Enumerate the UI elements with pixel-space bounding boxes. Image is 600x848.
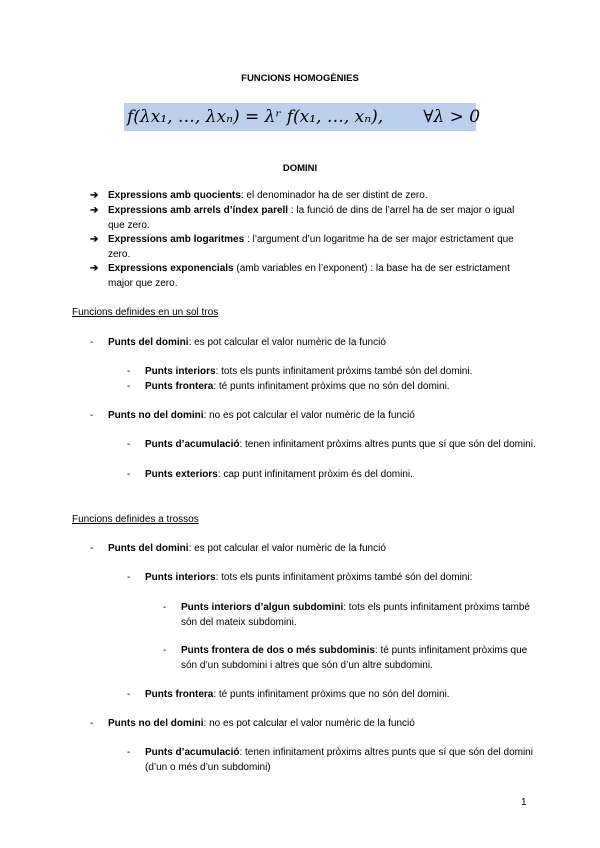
list-item	[127, 571, 545, 586]
dash-bullet: -	[90, 543, 94, 554]
list-item	[127, 380, 545, 395]
item-label: Punts interiors	[145, 572, 216, 583]
item-text: : cap punt infinitament pròxim és del domini.	[217, 469, 413, 480]
item-text: : es pot calcular el valor numèric de la funció	[188, 543, 386, 554]
list-item	[127, 438, 545, 453]
dash-bullet: -	[127, 747, 131, 758]
section-heading-a-trossos: Funcions definides a trossos	[72, 514, 199, 525]
item-label: Punts del domini	[108, 543, 189, 554]
item-label: Punts no del domini	[108, 718, 204, 729]
arrow-icon: ➔	[90, 205, 99, 216]
item-label: Punts exteriors	[145, 469, 218, 480]
item-text: : tots els punts infinitament pròxims també són del domini.	[215, 366, 473, 377]
arrow-icon: ➔	[90, 190, 99, 201]
item-text: : té punts infinitament pròxims que són d’un subdomini i altres que són d’un altre subdomini.	[181, 645, 528, 671]
dash-bullet: -	[127, 689, 131, 700]
item-text: : té punts infinitament pròxims que no són del domini.	[213, 381, 450, 392]
rule-item	[90, 262, 530, 291]
dash-bullet: -	[90, 718, 94, 729]
rule-text: : el denominador ha de ser distint de zero.	[240, 190, 428, 201]
item-text: : té punts infinitament pròxims que no són del domini.	[213, 689, 450, 700]
list-item	[163, 601, 546, 630]
dash-bullet: -	[163, 602, 167, 613]
rule-item	[90, 204, 530, 233]
item-text: : es pot calcular el valor numèric de la funció	[188, 337, 386, 348]
list-item	[127, 365, 545, 380]
rule-text: : la funció de dins de l’arrel ha de ser major o igual que zero.	[108, 205, 515, 231]
rule-item	[90, 189, 530, 204]
item-label: Punts del domini	[108, 337, 189, 348]
homogeneous-function-formula	[124, 103, 481, 131]
list-item	[90, 717, 548, 732]
rule-text: : l’argument d’un logaritme ha de ser major estrictament que zero.	[108, 234, 514, 260]
item-label: Punts no del domini	[108, 410, 204, 421]
item-label: Punts d’acumulació	[145, 747, 240, 758]
list-item	[163, 644, 546, 673]
dash-bullet: -	[90, 410, 94, 421]
dash-bullet: -	[163, 645, 167, 656]
item-text: : tenen infinitament pròxims altres punts que sí que són del domini.	[239, 439, 536, 450]
dash-bullet: -	[127, 366, 131, 377]
page-number: 1	[521, 797, 527, 808]
item-label: Punts frontera	[145, 381, 214, 392]
dash-bullet: -	[127, 572, 131, 583]
rule-label: Expressions amb logaritmes	[108, 234, 245, 245]
dash-bullet: -	[127, 469, 131, 480]
list-item	[127, 468, 545, 483]
arrow-icon: ➔	[90, 234, 99, 245]
item-text: : tenen infinitament pròxims altres punts que sí que són del domini (d’un o més d’un subdomini)	[145, 747, 533, 773]
list-item	[127, 746, 545, 775]
dash-bullet: -	[127, 381, 131, 392]
rule-label: Expressions amb arrels d’índex parell	[108, 205, 289, 216]
item-label: Punts interiors	[145, 366, 216, 377]
formula-rhs: ∀λ > 0	[423, 107, 481, 127]
rule-text: (amb variables en l’exponent) : la base ha de ser estrictament major que zero.	[108, 263, 510, 289]
item-text: : tots els punts infinitament pròxims també són del mateix subdomini.	[181, 602, 530, 628]
list-item	[90, 409, 548, 424]
list-item	[90, 336, 548, 351]
arrow-icon: ➔	[90, 263, 99, 274]
item-text: : tots els punts infinitament pròxims també són del domini:	[215, 572, 473, 583]
section-heading-sol-tros: Funcions definides en un sol tros	[72, 307, 219, 318]
item-label: Punts frontera	[145, 689, 214, 700]
domini-heading: DOMINI	[282, 163, 318, 174]
dash-bullet: -	[127, 439, 131, 450]
rule-label: Expressions amb quocients	[108, 190, 241, 201]
dash-bullet: -	[90, 337, 94, 348]
rule-item	[90, 233, 530, 262]
list-item	[127, 688, 545, 703]
item-label: Punts interiors d’algun subdomini	[181, 602, 344, 613]
page-title: FUNCIONS HOMOGÈNIES	[241, 73, 359, 84]
rule-label: Expressions exponencials	[108, 263, 234, 274]
item-label: Punts frontera de dos o més subdominis	[181, 645, 375, 656]
item-text: : no es pot calcular el valor numèric de la funció	[203, 718, 415, 729]
formula-lhs: f(λx₁, …, λxₙ) = λʳ f(x₁, …, xₙ),	[127, 107, 384, 127]
item-text: : no es pot calcular el valor numèric de la funció	[203, 410, 415, 421]
item-label: Punts d’acumulació	[145, 439, 240, 450]
list-item	[90, 542, 548, 557]
